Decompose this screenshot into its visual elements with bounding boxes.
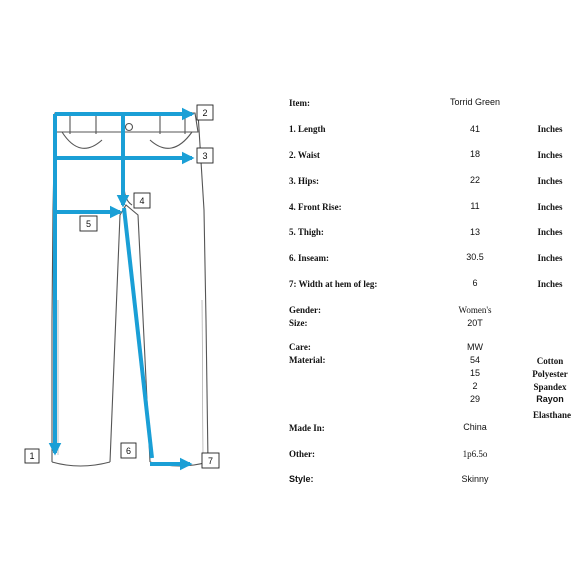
svg-text:7: 7 <box>207 456 214 466</box>
jeans-outline <box>52 113 208 466</box>
other-label: Other: <box>289 449 315 459</box>
measure-label-hem-width: 7: Width at hem of leg: <box>289 279 378 289</box>
measure-label-hips: 3. Hips: <box>289 176 320 186</box>
care-value: MW <box>467 342 483 352</box>
measure-unit-waist: Inches <box>537 150 563 160</box>
material-value-2: 15 <box>469 368 480 378</box>
measure-value-waist: 18 <box>469 149 480 159</box>
measure-label-inseam: 6. Inseam: <box>289 253 329 263</box>
svg-text:3: 3 <box>202 151 208 161</box>
measure-unit-front-rise: Inches <box>537 202 563 212</box>
measure-label-waist: 2. Waist <box>289 150 320 160</box>
measure-value-hips: 22 <box>469 175 480 185</box>
svg-text:2: 2 <box>202 108 208 118</box>
material-fiber-4: Rayon <box>536 394 564 404</box>
measure-label-front-rise: 4. Front Rise: <box>289 202 342 212</box>
svg-text:1: 1 <box>29 451 35 461</box>
material-fiber-2: Polyester <box>532 369 568 379</box>
gender-label: Gender: <box>289 305 321 315</box>
measure-value-inseam: 30.5 <box>466 252 484 262</box>
svg-text:5: 5 <box>85 219 92 229</box>
measure-value-thigh: 13 <box>469 227 480 237</box>
marker-3 <box>197 148 213 163</box>
measure-unit-hips: Inches <box>537 176 563 186</box>
material-fiber-5: Elasthane <box>532 410 571 420</box>
made-in-label: Made In: <box>289 423 325 433</box>
material-label: Material: <box>289 355 326 365</box>
material-value-3: 2 <box>472 381 478 391</box>
measure-unit-length: Inches <box>537 124 563 134</box>
measurement-arrows <box>55 114 192 464</box>
size-value: 20T <box>467 318 483 328</box>
item-value: Torrid Green <box>449 97 501 107</box>
measure-unit-inseam: Inches <box>537 253 563 263</box>
made-in-value: China <box>463 422 487 432</box>
marker-2 <box>197 105 213 120</box>
other-value: 1p6.5o <box>462 449 488 459</box>
marker-7 <box>202 453 219 468</box>
measure-unit-hem-width: Inches <box>537 279 563 289</box>
measure-label-thigh: 5. Thigh: <box>289 227 324 237</box>
measure-value-hem-width: 6 <box>472 278 478 288</box>
style-value: Skinny <box>461 474 489 484</box>
arrow-inseam <box>124 208 152 458</box>
material-value-1: 54 <box>469 355 480 365</box>
marker-5 <box>80 216 97 231</box>
measure-label-length: 1. Length <box>289 124 326 134</box>
material-fiber-1: Cotton <box>536 356 564 366</box>
marker-6 <box>121 443 136 458</box>
measure-unit-thigh: Inches <box>537 227 563 237</box>
svg-text:4: 4 <box>139 196 145 206</box>
material-fiber-3: Spandex <box>533 382 567 392</box>
item-label: Item: <box>289 98 310 108</box>
svg-text:6: 6 <box>125 446 132 456</box>
gender-value: Women's <box>458 305 492 315</box>
size-label: Size: <box>289 318 308 328</box>
marker-1 <box>25 449 39 463</box>
measure-value-length: 41 <box>469 124 480 134</box>
marker-4 <box>134 193 150 208</box>
material-value-4: 29 <box>469 394 480 404</box>
style-label: Style: <box>289 474 314 484</box>
care-label: Care: <box>289 342 311 352</box>
measure-value-front-rise: 11 <box>470 201 480 211</box>
